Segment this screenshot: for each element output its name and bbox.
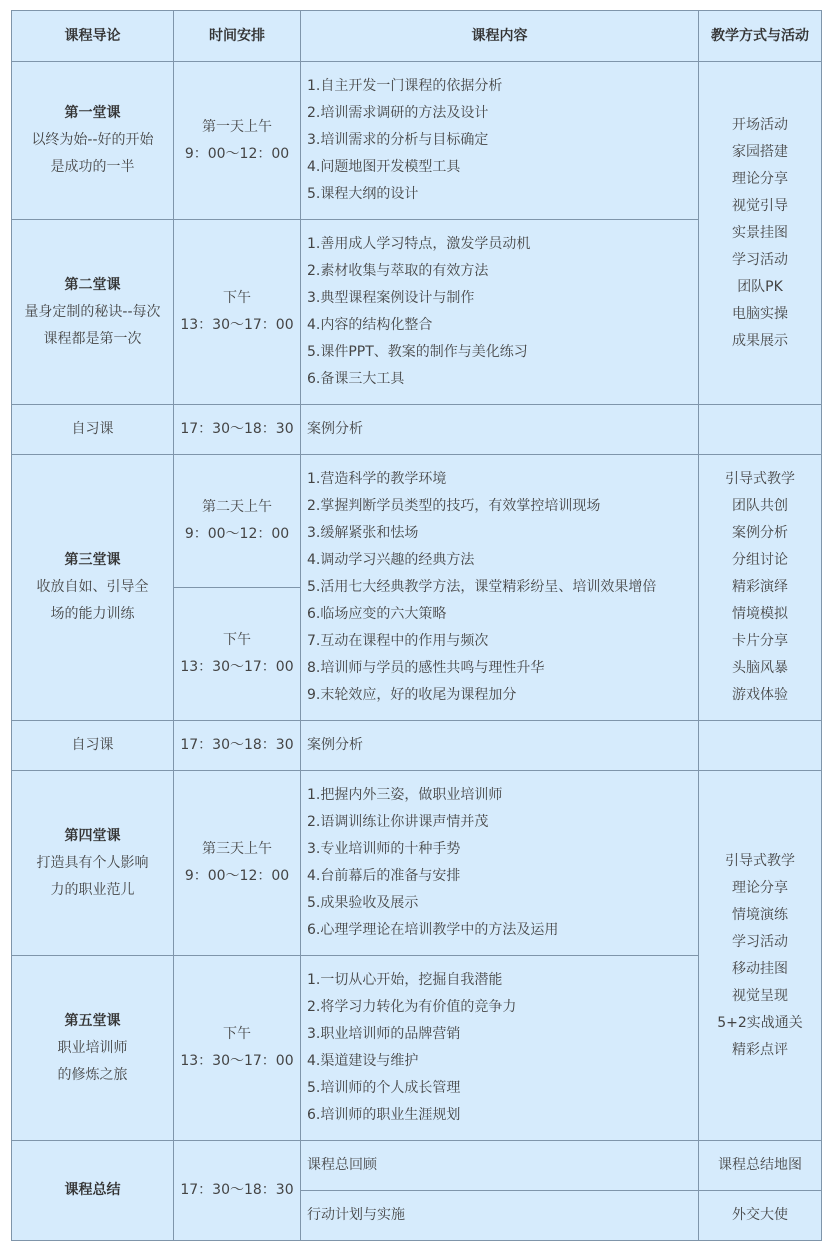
lesson2-time-range: 13：30～17：00: [180, 317, 294, 333]
lesson1-content: [301, 62, 699, 220]
lesson3-desc-1: 收放自如、引导全: [36, 579, 149, 595]
lesson5-time: [174, 956, 301, 1141]
selfstudy2-time: 17：30～18：30: [174, 721, 301, 771]
content-item: 2.语调训练让你讲课声情并茂: [307, 814, 489, 830]
content-item: 1.自主开发一门课程的依据分析: [307, 78, 503, 94]
content-item: 3.职业培训师的品牌营销: [307, 1026, 461, 1042]
summary-method-2: 外交大使: [699, 1191, 822, 1241]
lesson1-time-label: 第一天上午: [202, 118, 272, 135]
lesson1-intro: [12, 62, 174, 220]
lesson3-time-pm-range: 13：30～17：00: [180, 659, 294, 675]
lesson4-time: [174, 771, 301, 956]
content-item: 4.渠道建设与维护: [307, 1053, 419, 1069]
lesson3-title: 第三堂课: [64, 552, 121, 568]
selfstudy2-content: 案例分析: [301, 721, 699, 771]
method-item: 引导式教学: [725, 471, 795, 487]
selfstudy1-row: [12, 405, 822, 455]
lesson2-time: [174, 220, 301, 405]
lesson5-time-range: 13：30～17：00: [180, 1053, 294, 1069]
lesson3-desc-2: 场的能力训练: [50, 606, 135, 622]
lesson2-title: 第二堂课: [64, 276, 121, 293]
methods-block-3: [699, 771, 822, 1141]
lesson2-desc-1: 量身定制的秘诀--每次: [24, 303, 161, 320]
lesson4-intro: [12, 771, 174, 956]
lesson4-title: 第四堂课: [64, 827, 121, 844]
course-schedule-table: [11, 10, 822, 1241]
content-item: 6.培训师的职业生涯规划: [307, 1107, 461, 1123]
summary-method-1: 课程总结地图: [699, 1141, 822, 1191]
lesson5-title: 第五堂课: [64, 1012, 121, 1029]
lesson1-time: [174, 62, 301, 220]
selfstudy1-label: 自习课: [12, 405, 174, 455]
method-item: 团队PK: [737, 278, 783, 295]
summary-content-1: 课程总回顾: [301, 1141, 699, 1191]
content-item: 5.课件PPT、教案的制作与美化练习: [307, 344, 528, 360]
method-item: 学习活动: [732, 251, 788, 268]
lesson2-content: [301, 220, 699, 405]
summary-content-2: 行动计划与实施: [301, 1191, 699, 1241]
lesson4-time-range: 9：00～12：00: [184, 868, 290, 884]
lesson3-time-pm: [174, 588, 301, 721]
content-item: 3.专业培训师的十种手势: [307, 841, 461, 857]
content-item: 6.临场应变的六大策略: [307, 606, 447, 622]
content-item: 6.心理学理论在培训教学中的方法及运用: [307, 922, 559, 938]
method-item: 卡片分享: [732, 633, 788, 649]
lesson4-content: [301, 771, 699, 956]
method-item: 学习活动: [732, 933, 788, 950]
header-content: 课程内容: [301, 11, 699, 62]
lesson5-desc-1: 职业培训师: [57, 1039, 128, 1056]
method-item: 精彩点评: [732, 1041, 788, 1058]
content-item: 9.末轮效应，好的收尾为课程加分: [307, 687, 517, 703]
header-time: 时间安排: [174, 11, 301, 62]
lesson4-desc-1: 打造具有个人影响: [36, 854, 149, 871]
lesson5-time-label: 下午: [223, 1026, 251, 1042]
method-item: 家园搭建: [732, 143, 788, 160]
method-item: 游戏体验: [732, 687, 788, 703]
lesson4-row: [12, 771, 822, 956]
content-item: 1.把握内外三姿，做职业培训师: [307, 787, 503, 803]
method-item: 理论分享: [732, 879, 788, 896]
selfstudy2-label: 自习课: [12, 721, 174, 771]
content-item: 5.培训师的个人成长管理: [307, 1080, 461, 1096]
content-item: 4.问题地图开发模型工具: [307, 159, 461, 175]
lesson3-am-row: [12, 455, 822, 588]
methods-block-1: [699, 62, 822, 405]
method-item: 实景挂图: [732, 224, 788, 241]
lesson5-desc-2: 的修炼之旅: [57, 1066, 128, 1083]
method-item: 移动挂图: [732, 960, 788, 977]
lesson2-desc-2: 课程都是第一次: [43, 330, 142, 347]
method-item: 开场活动: [732, 116, 788, 133]
content-item: 3.培训需求的分析与目标确定: [307, 132, 489, 148]
lesson1-desc-1: 以终为始--好的开始: [31, 132, 154, 148]
method-item: 案例分析: [732, 525, 788, 541]
lesson1-desc-2: 是成功的一半: [50, 159, 135, 175]
content-item: 2.掌握判断学员类型的技巧，有效掌控培训现场: [307, 498, 601, 514]
content-item: 3.缓解紧张和怯场: [307, 525, 419, 541]
summary-time: 17：30～18：30: [174, 1141, 301, 1241]
lesson3-time-pm-label: 下午: [223, 632, 251, 648]
lesson1-time-range: 9：00～12：00: [184, 145, 290, 162]
lesson4-desc-2: 力的职业范儿: [50, 881, 135, 898]
method-item: 精彩演绎: [732, 579, 788, 595]
lesson4-time-label: 第三天上午: [202, 841, 272, 857]
content-item: 2.培训需求调研的方法及设计: [307, 105, 489, 121]
lesson5-intro: [12, 956, 174, 1141]
content-item: 6.备课三大工具: [307, 371, 405, 387]
content-item: 5.活用七大经典教学方法，课堂精彩纷呈、培训效果增倍: [307, 579, 657, 595]
content-item: 4.台前幕后的准备与安排: [307, 868, 461, 884]
lesson2-intro: [12, 220, 174, 405]
method-item: 团队共创: [732, 498, 788, 514]
content-item: 2.将学习力转化为有价值的竞争力: [307, 999, 517, 1015]
lesson3-time-am-range: 9：00～12：00: [184, 526, 290, 542]
content-item: 7.互动在课程中的作用与频次: [307, 633, 489, 649]
method-item: 理论分享: [732, 170, 788, 187]
method-item: 5+2实战通关: [717, 1014, 803, 1031]
lesson3-time-am-label: 第二天上午: [202, 499, 272, 515]
content-item: 4.调动学习兴趣的经典方法: [307, 552, 475, 568]
methods-block-2: [699, 455, 822, 721]
content-item: 1.一切从心开始，挖掘自我潜能: [307, 972, 503, 988]
content-item: 4.内容的结构化整合: [307, 317, 433, 333]
selfstudy1-methods: [699, 405, 822, 455]
header-intro: 课程导论: [12, 11, 174, 62]
content-item: 2.素材收集与萃取的有效方法: [307, 263, 489, 279]
header-row: [12, 11, 822, 62]
lesson3-time-am: [174, 455, 301, 588]
method-item: 电脑实操: [732, 305, 788, 322]
method-item: 引导式教学: [725, 852, 795, 869]
header-methods: 教学方式与活动: [699, 11, 822, 62]
lesson1-row: [12, 62, 822, 220]
lesson5-content: [301, 956, 699, 1141]
content-item: 5.成果验收及展示: [307, 895, 419, 911]
lesson3-content: [301, 455, 699, 721]
summary-row-1: [12, 1141, 822, 1191]
selfstudy2-row: [12, 721, 822, 771]
lesson3-intro: [12, 455, 174, 721]
method-item: 视觉呈现: [732, 987, 788, 1004]
selfstudy1-time: 17：30～18：30: [174, 405, 301, 455]
content-item: 1.营造科学的教学环境: [307, 471, 447, 487]
method-item: 情境模拟: [732, 606, 788, 622]
content-item: 3.典型课程案例设计与制作: [307, 290, 475, 306]
method-item: 成果展示: [732, 332, 788, 349]
method-item: 视觉引导: [732, 197, 788, 214]
content-item: 1.善用成人学习特点，激发学员动机: [307, 236, 531, 252]
content-item: 5.课程大纲的设计: [307, 186, 419, 202]
lesson2-time-label: 下午: [223, 290, 251, 306]
method-item: 情境演练: [732, 906, 788, 923]
selfstudy1-content: 案例分析: [301, 405, 699, 455]
lesson1-title: 第一堂课: [64, 105, 121, 121]
content-item: 8.培训师与学员的感性共鸣与理性升华: [307, 660, 545, 676]
method-item: 分组讨论: [732, 552, 788, 568]
method-item: 头脑风暴: [732, 660, 788, 676]
selfstudy2-methods: [699, 721, 822, 771]
summary-title: 课程总结: [12, 1141, 174, 1241]
